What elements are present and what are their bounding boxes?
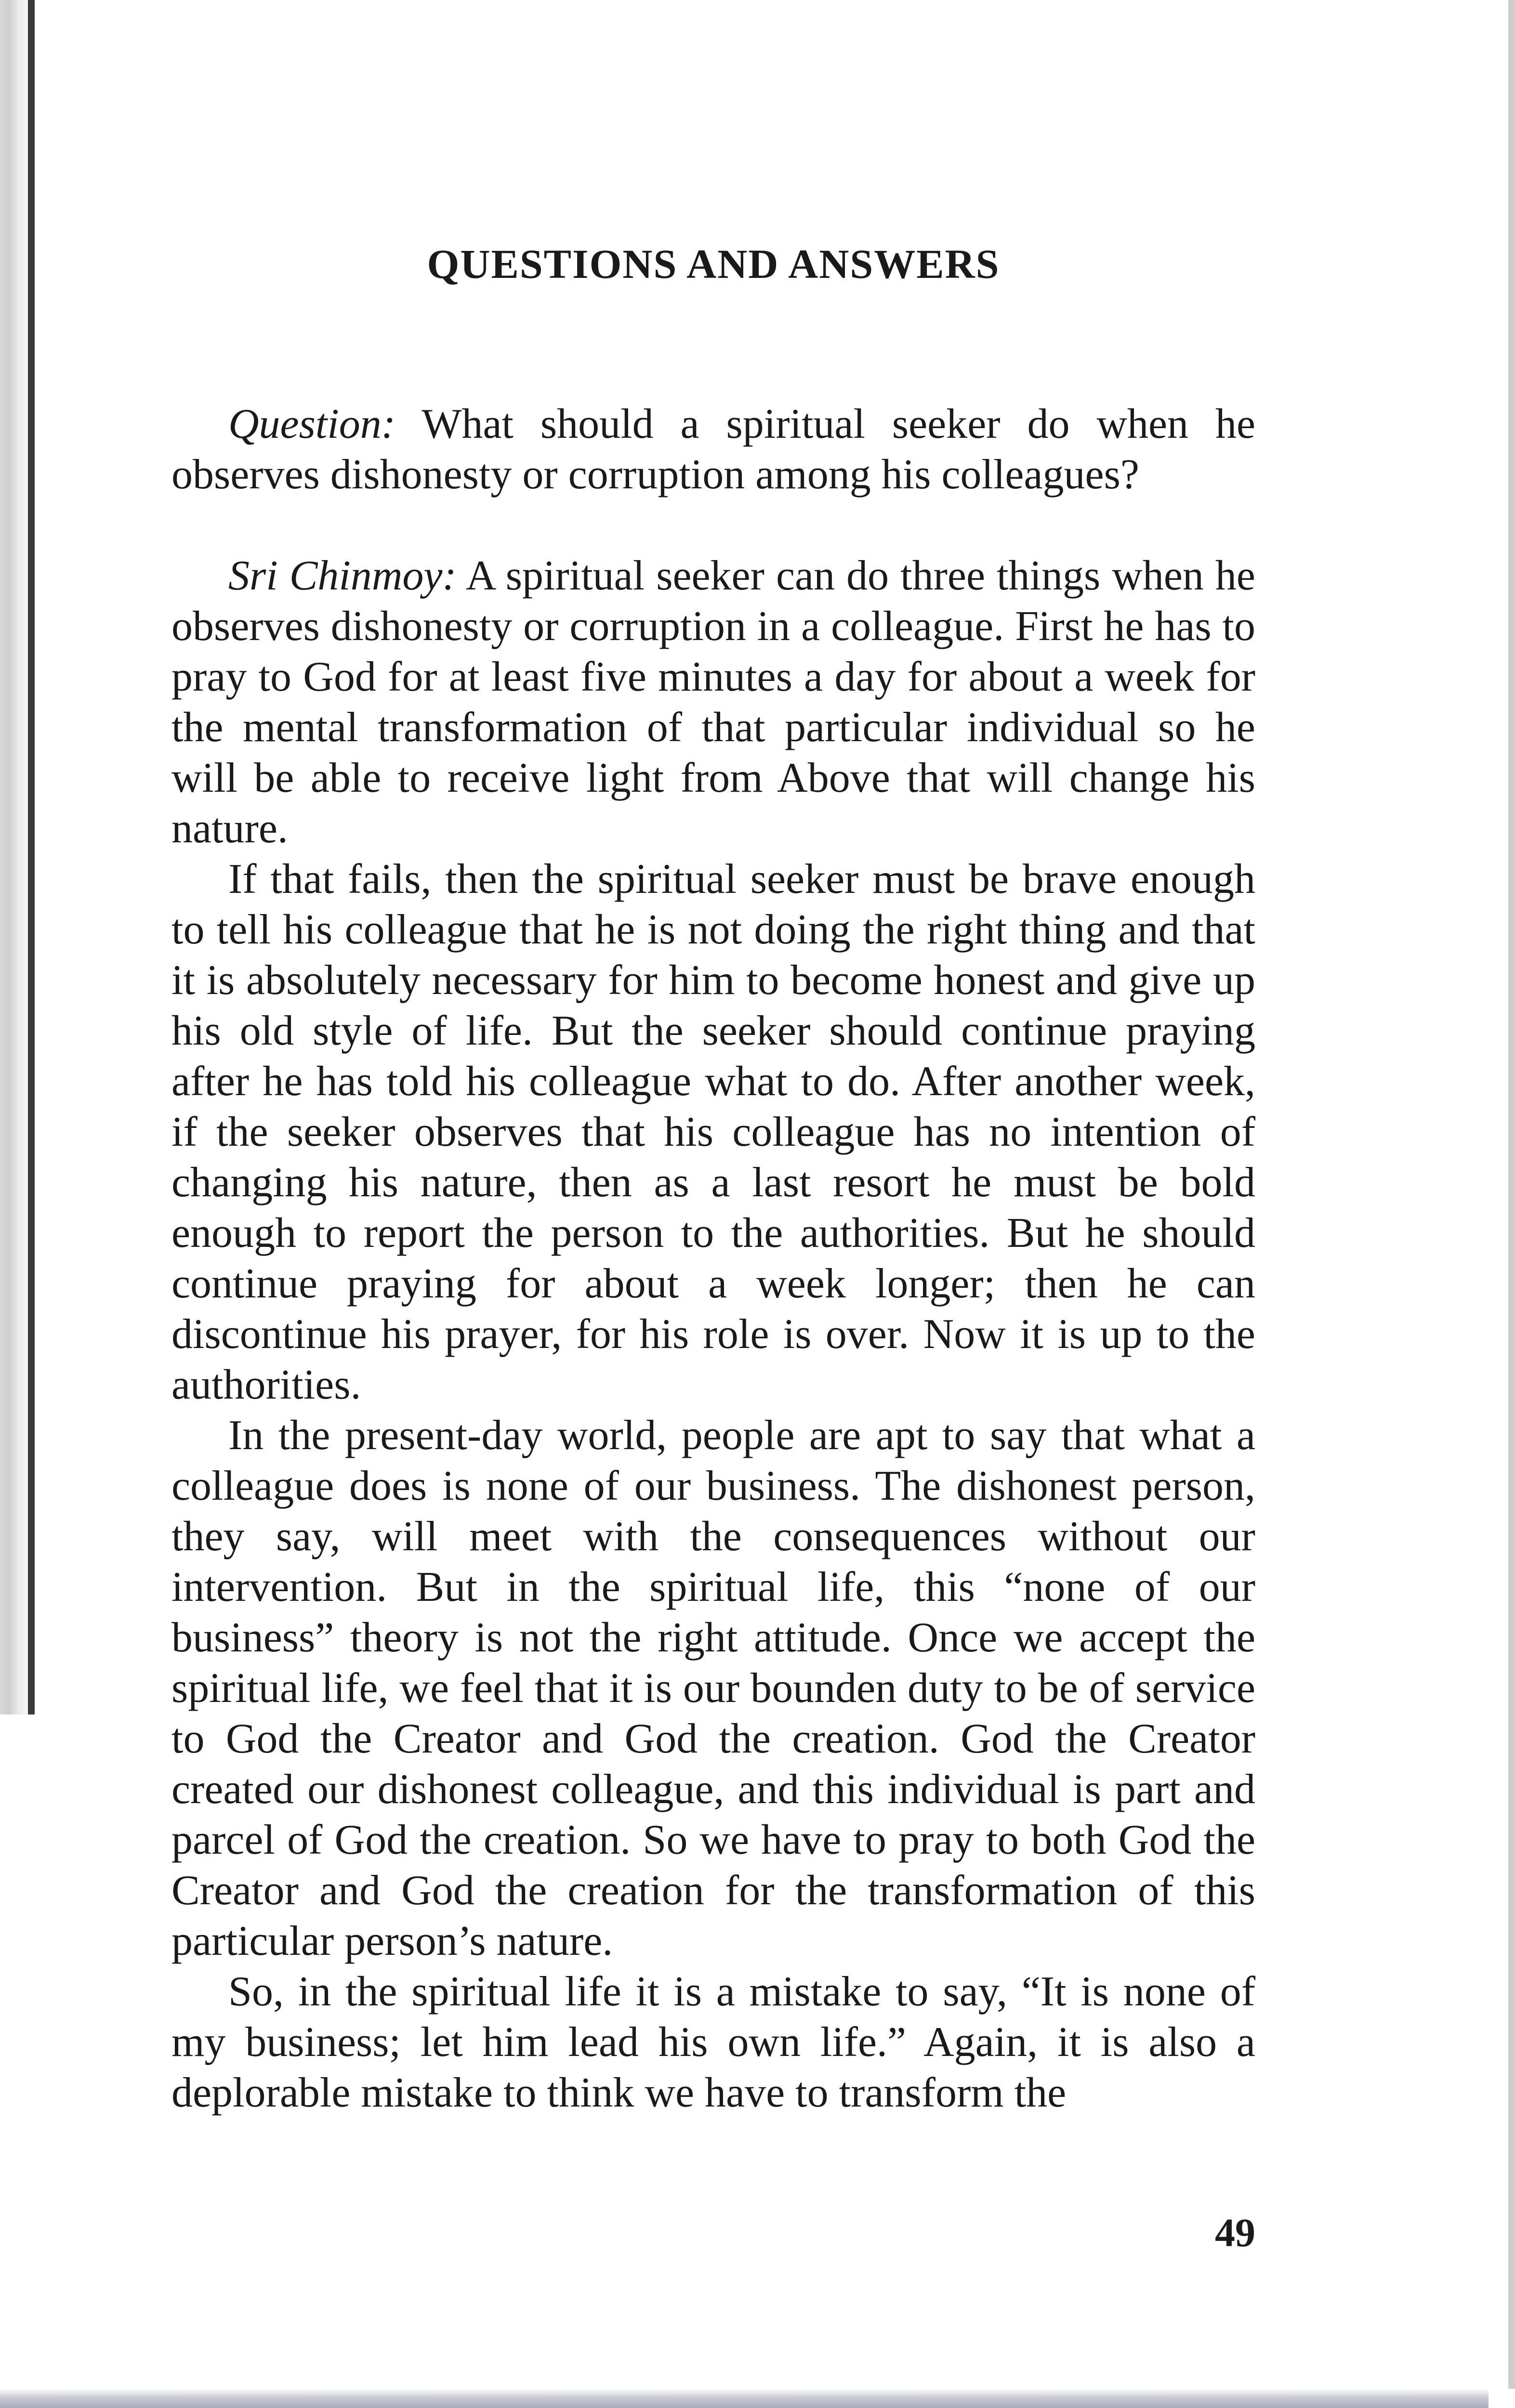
book-page bbox=[171, 0, 1255, 2408]
answer-paragraph-4: So, in the spiritual life it is a mistake to say, “It is none of my business; let him lead his own life.” Again, it is also a deplorable mistake to think we have to transform the bbox=[171, 1968, 1255, 2116]
scan-shadow-right bbox=[1508, 0, 1515, 2389]
answer-text-1: A spiritual seeker can do three things when he observes dishonesty or corruption in a colleague. First he has to pray to God for at least five minutes a day for about a week for the mental transformation of that particular individual so he will be able to receive light from Above that will change his nature. bbox=[171, 552, 1255, 852]
running-head: QUESTIONS AND ANSWERS bbox=[427, 241, 1000, 287]
question-speaker: Question: bbox=[228, 401, 396, 447]
question-paragraph bbox=[171, 399, 1255, 500]
answer-paragraph-3: In the present-day world, people are apt to say that what a colleague does is none of our business. The dishonest person, they say, will meet with the consequences without our intervention. But in the spiritual life, this “none of our business” theory is not the right attitude. Once we accept the spiritual life, we feel that it is our bounden duty to be of service to God the Creator and God the creation. God the Creator created our dishonest colleague, and this individual is part and parcel of God the creation. So we have to pray to both God the Creator and God the creation for the transformation of this particular person’s nature. bbox=[171, 1412, 1255, 1964]
answer-paragraph-2: If that fails, then the spiritual seeker must be brave enough to tell his colleague that he is not doing the right thing and that it is absolutely necessary for him to become honest and give up his old style of life. But the seeker should continue praying after he has told his colleague what to do. After another week, if the seeker observes that his colleague has no intention of changing his nature, then as a last resort he must be bold enough to report the person to the authorities. But he should continue praying for about a week longer; then he can discontinue his prayer, for his role is over. Now it is up to the authorities. bbox=[171, 856, 1255, 1408]
scan-binding-edge bbox=[28, 0, 35, 1714]
page-number: 49 bbox=[1215, 2211, 1255, 2255]
answer-speaker: Sri Chinmoy: bbox=[228, 552, 457, 599]
question-text: What should a spiritual seeker do when he observes dishonesty or corruption among his colleagues? bbox=[171, 401, 1255, 498]
answer-paragraph-1 bbox=[171, 550, 1255, 854]
body-text bbox=[171, 399, 1255, 2118]
